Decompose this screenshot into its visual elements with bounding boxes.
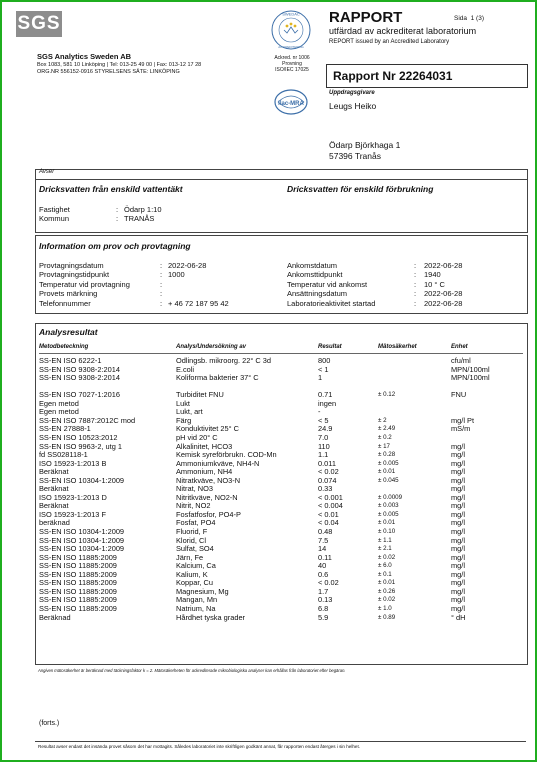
unit-cell: mg/l: [451, 579, 465, 588]
result-cell: 0.074: [318, 476, 337, 485]
unit-cell: mg/l: [451, 485, 465, 494]
unit-cell: mg/l: [451, 587, 465, 596]
result-cell: < 1: [318, 365, 329, 374]
analysis-cell: Kemisk syreförbrukn. COD-Mn: [176, 451, 277, 460]
analysis-cell: Odlingsb. mikroorg. 22° C 3d: [176, 357, 271, 365]
analysis-cell: E.coli: [176, 365, 195, 374]
analysis-cell: Natrium, Na: [176, 604, 216, 613]
method-cell: ISO 15923-1:2013 F: [39, 510, 106, 519]
analysis-cell: Koppar, Cu: [176, 579, 213, 588]
unit-cell: mg/l: [451, 510, 465, 519]
info-left-sep: :: [160, 270, 163, 280]
uncertainty-cell: ± 0.02: [378, 596, 396, 604]
results-title: Analysresultat: [39, 327, 98, 337]
accred-number: Ackred. nr 1006: [274, 55, 310, 61]
unit-cell: mg/l: [451, 536, 465, 545]
table-row: [36, 502, 527, 510]
analysis-cell: Ammoniumkväve, NH4-N: [176, 459, 260, 468]
analysis-cell: Fosfat, PO4: [176, 519, 216, 528]
method-cell: Beräknat: [39, 502, 69, 511]
table-row: [36, 528, 527, 536]
unit-cell: mg/l: [451, 570, 465, 579]
result-cell: 0.6: [318, 570, 329, 579]
info-right-sep: :: [414, 289, 417, 299]
result-cell: < 0.004: [318, 502, 343, 511]
unit-cell: mg/l: [451, 493, 465, 502]
sample-info-rows: [36, 261, 527, 311]
sample-info-title: Information om prov och provtagning: [39, 241, 191, 251]
analysis-cell: Fluorid, F: [176, 528, 208, 536]
avser-field-label: Fastighet: [39, 205, 70, 214]
table-row: [36, 519, 527, 527]
info-right-label: Ankomstdatum: [287, 261, 338, 270]
info-right-value: 2022-06-28: [424, 289, 463, 299]
method-cell: ISO 15923-1:2013 B: [39, 459, 107, 468]
result-cell: 14: [318, 545, 327, 554]
result-cell: -: [318, 408, 321, 417]
result-cell: 1.1: [318, 451, 329, 460]
info-left-label: Telefonnummer: [39, 298, 91, 308]
swedac-ring-text: AC KREDITERING: [278, 45, 304, 49]
table-row: [36, 417, 527, 425]
method-cell: Egen metod: [39, 399, 79, 408]
uncertainty-cell: ± 0.02: [378, 553, 396, 561]
uncertainty-cell: ± 0.10: [378, 528, 396, 535]
method-cell: SS-EN ISO 9308-2:2014: [39, 365, 120, 374]
analysis-cell: Nitrit, NO2: [176, 502, 211, 511]
uncertainty-cell: ± 0.1: [378, 570, 392, 578]
info-right-value: 1940: [424, 270, 441, 280]
uncertainty-cell: ± 2: [378, 416, 387, 424]
result-cell: 1: [318, 374, 323, 383]
uncertainty-cell: ± 2.1: [378, 545, 392, 553]
method-cell: SS-EN ISO 10304-1:2009: [39, 528, 125, 536]
avser-field-sep: :: [116, 214, 119, 223]
results-section: [35, 323, 528, 665]
uncertainty-cell: ± 0.01: [378, 519, 396, 527]
avser-field-value: Ödarp 1:10: [124, 205, 162, 214]
analysis-cell: Ammonium, NH4: [176, 468, 233, 477]
method-cell: SS-EN ISO 11885:2009: [39, 579, 117, 588]
company-name: SGS Analytics Sweden AB: [37, 52, 132, 61]
table-row: [36, 366, 527, 374]
analysis-cell: Nitritkväve, NO2-N: [176, 493, 238, 502]
info-left-value: + 46 72 187 95 42: [168, 298, 229, 308]
method-cell: fd SS028118-1: [39, 451, 88, 460]
method-cell: SS-EN ISO 11885:2009: [39, 604, 117, 613]
method-cell: SS-EN ISO 10304-1:2009: [39, 545, 125, 554]
method-cell: SS-EN ISO 10304-1:2009: [39, 536, 125, 545]
result-cell: 1.7: [318, 587, 329, 596]
uncertainty-cell: ± 0.12: [378, 391, 396, 399]
uncertainty-cell: ± 0.26: [378, 587, 396, 595]
result-cell: < 5: [318, 416, 329, 425]
address-line-1: Box 1083, 581 10 Linköping | Tel: 013-25 49 00 | Fax: 013-12 17 28: [37, 62, 202, 68]
table-row: [36, 391, 527, 399]
info-right-label: Temperatur vid ankomst: [287, 279, 368, 289]
info-left-sep: :: [160, 298, 163, 308]
table-row: [36, 485, 527, 493]
table-row: [36, 460, 527, 468]
method-cell: SS-EN ISO 6222-1: [39, 357, 102, 365]
avser-field-label: Kommun: [39, 214, 70, 223]
result-cell: 0.011: [318, 459, 336, 468]
table-row: [36, 596, 527, 604]
method-cell: SS-EN ISO 11885:2009: [39, 553, 117, 562]
method-cell: beräknad: [39, 519, 70, 528]
analysis-cell: Turbiditet FNU: [176, 391, 224, 400]
table-row: [36, 451, 527, 459]
result-cell: 0.48: [318, 528, 333, 536]
info-right-sep: :: [414, 261, 417, 270]
table-row: [36, 443, 527, 451]
method-cell: Beräknad: [39, 613, 71, 622]
page-value: 1 (3): [470, 15, 485, 22]
unit-cell: cfu/ml: [451, 357, 471, 365]
accreditation-info: [257, 55, 327, 74]
table-row: [36, 468, 527, 476]
analysis-cell: Fosfatfosfor, PO4-P: [176, 510, 241, 519]
method-cell: SS-EN ISO 10523:2012: [39, 433, 118, 442]
result-cell: 0.71: [318, 391, 333, 400]
info-left-sep: :: [160, 261, 163, 270]
unit-cell: mg/l: [451, 604, 465, 613]
avser-left-title: Dricksvatten från enskild vattentäkt: [39, 184, 183, 194]
client-address-line-2: 57396 Tranås: [329, 151, 381, 161]
unit-cell: mg/l: [451, 476, 465, 485]
page-indicator: [454, 15, 484, 22]
table-row: [36, 400, 527, 408]
method-cell: Beräknat: [39, 485, 69, 494]
uncertainty-cell: ± 0.01: [378, 468, 396, 476]
page-label: Sida: [454, 15, 468, 22]
table-row: [36, 425, 527, 433]
analysis-cell: Lukt: [176, 399, 190, 408]
method-cell: SS-EN ISO 9963-2, utg 1: [39, 442, 122, 451]
uncertainty-cell: ± 0.89: [378, 613, 396, 621]
unit-cell: mg/l Pt: [451, 416, 474, 425]
uncertainty-cell: ± 0.005: [378, 459, 399, 467]
analysis-cell: Lukt, art: [176, 408, 203, 417]
analysis-cell: Magnesium, Mg: [176, 587, 229, 596]
table-row: [36, 494, 527, 502]
result-cell: < 0.02: [318, 579, 339, 588]
avser-field-sep: :: [116, 205, 119, 214]
analysis-cell: Sulfat, SO4: [176, 545, 214, 554]
analysis-cell: Konduktivitet 25° C: [176, 425, 239, 434]
method-cell: SS-EN ISO 11885:2009: [39, 587, 117, 596]
avser-right-title: Dricksvatten för enskild förbrukning: [287, 184, 434, 194]
uncertainty-cell: ± 17: [378, 442, 390, 450]
ilac-mra-logo-icon: [270, 86, 312, 122]
uncertainty-cell: ± 0.005: [378, 510, 399, 518]
result-cell: < 0.04: [318, 519, 339, 528]
client-label: Uppdragsgivare: [329, 90, 375, 96]
column-header-method: Metodbeteckning: [39, 344, 89, 350]
unit-cell: FNU: [451, 391, 467, 400]
analysis-cell: Koliforma bakterier 37° C: [176, 374, 259, 383]
unit-cell: mg/l: [451, 562, 465, 571]
analysis-cell: Alkalinitet, HCO3: [176, 442, 233, 451]
address-line-2: ORG.NR 556152-0916 STYRELSENS SÄTE: LINKÖPING: [37, 68, 180, 75]
info-right-label: Ankomsttidpunkt: [287, 270, 343, 280]
info-right-sep: :: [414, 279, 417, 289]
analysis-cell: Klorid, Cl: [176, 536, 206, 545]
sgs-logo: SGS: [16, 11, 62, 37]
result-cell: 0.11: [318, 553, 332, 562]
uncertainty-cell: ± 1.0: [378, 604, 392, 612]
uncertainty-cell: ± 0.003: [378, 502, 399, 510]
info-right-label: Laboratorieaktivitet startad: [287, 298, 376, 308]
column-header-unit: Enhet: [451, 344, 468, 350]
method-cell: SS-EN ISO 11885:2009: [39, 596, 117, 605]
result-cell: 40: [318, 562, 327, 571]
table-row: [36, 579, 527, 587]
results-table: [36, 357, 527, 662]
unit-cell: mg/l: [451, 553, 465, 562]
column-header-analysis: Analys/Undersökning av: [176, 344, 247, 350]
result-cell: 5.9: [318, 613, 329, 622]
unit-cell: mg/l: [451, 451, 465, 460]
info-right-sep: :: [414, 298, 417, 308]
unit-cell: mg/l: [451, 442, 465, 451]
unit-cell: mg/l: [451, 459, 465, 468]
avser-divider: [36, 179, 527, 180]
report-title: RAPPORT: [329, 9, 403, 26]
company-address: [37, 62, 201, 75]
method-cell: SS-EN ISO 7027-1:2016: [39, 391, 120, 400]
table-row: [36, 545, 527, 553]
info-left-label: Provets märkning: [39, 289, 98, 299]
unit-cell: mg/l: [451, 528, 465, 536]
result-cell: 0.33: [318, 485, 333, 494]
table-row: [36, 588, 527, 596]
method-cell: SS-EN ISO 9308-2:2014: [39, 374, 120, 383]
column-header-result: Resultat: [318, 344, 342, 350]
unit-cell: mS/m: [451, 425, 471, 434]
analysis-cell: Nitratkväve, NO3-N: [176, 476, 241, 485]
uncertainty-cell: ± 2.49: [378, 425, 396, 433]
table-row: [36, 511, 527, 519]
result-cell: < 0.001: [318, 493, 343, 502]
info-right-value: 10 ° C: [424, 279, 445, 289]
analysis-cell: Mangan, Mn: [176, 596, 218, 605]
ilac-text: ilac-MRA: [278, 101, 304, 107]
table-row: [36, 477, 527, 485]
uncertainty-cell: ± 6.0: [378, 562, 392, 570]
unit-cell: MPN/100ml: [451, 365, 490, 374]
result-cell: 800: [318, 357, 331, 365]
report-number-box: [326, 64, 528, 88]
table-row: [36, 614, 527, 622]
unit-cell: mg/l: [451, 468, 465, 477]
continued-label: (forts.): [39, 720, 60, 727]
header-rule: [39, 353, 523, 354]
analysis-cell: Kalcium, Ca: [176, 562, 216, 571]
method-cell: Beräknat: [39, 468, 69, 477]
avser-section: [35, 169, 528, 233]
table-row: [36, 562, 527, 570]
table-row: [36, 383, 527, 391]
result-cell: < 0.01: [318, 510, 339, 519]
analysis-cell: Järn, Fe: [176, 553, 204, 562]
info-right-label: Ansättningsdatum: [287, 289, 348, 299]
swedac-seal-icon: [270, 9, 312, 51]
sample-info-section: [35, 235, 528, 314]
report-subtitle-en: REPORT issued by an Accredited Laboratory: [329, 39, 450, 45]
analysis-cell: Färg: [176, 416, 192, 425]
analysis-cell: pH vid 20° C: [176, 433, 218, 442]
result-cell: ingen: [318, 399, 337, 408]
method-cell: Egen metod: [39, 408, 79, 417]
client-address-line-1: Ödarp Björkhaga 1: [329, 140, 401, 150]
report-subtitle: utfärdad av ackrediterat laboratorium: [329, 26, 477, 36]
result-cell: 24.9: [318, 425, 333, 434]
info-right-value: 2022-06-28: [424, 298, 463, 308]
client-name: Leugs Heiko: [329, 101, 377, 111]
uncertainty-footnote: Angiven mätosäkerhet är beräknad med täckningsfaktor k = 2. Mätosäkerheten för ackrediterade mikrobiologiska analyser kan erhållas från laboratoriet efter begäran.: [38, 668, 346, 673]
avser-label: Avser: [39, 169, 55, 175]
uncertainty-cell: ± 0.2: [378, 433, 392, 441]
avser-field-value: TRANÅS: [124, 214, 155, 223]
accred-type: Provning: [282, 61, 302, 68]
method-cell: ISO 15923-1:2013 D: [39, 493, 107, 502]
swedac-text: SWEDAC: [282, 11, 300, 17]
table-row: [36, 357, 527, 365]
result-cell: 6.8: [318, 604, 329, 613]
result-cell: 110: [318, 442, 330, 451]
unit-cell: MPN/100ml: [451, 374, 490, 383]
accred-standard: ISO/IEC 17025: [275, 67, 309, 74]
info-left-label: Temperatur vid provtagning: [39, 279, 130, 289]
method-cell: SS-EN ISO 7887:2012C mod: [39, 416, 136, 425]
info-right-sep: :: [414, 270, 417, 280]
table-row: [36, 434, 527, 442]
result-cell: 7.5: [318, 536, 329, 545]
column-header-uncertainty: Mätosäkerhet: [378, 344, 417, 350]
info-left-value: 2022-06-28: [168, 261, 207, 270]
uncertainty-cell: ± 0.0009: [378, 493, 403, 501]
result-cell: 7.0: [318, 433, 329, 442]
method-cell: SS-EN ISO 11885:2009: [39, 562, 117, 571]
unit-cell: mg/l: [451, 502, 465, 511]
method-cell: SS-EN ISO 10304-1:2009: [39, 476, 125, 485]
uncertainty-cell: ± 1.1: [378, 536, 392, 544]
table-row: [36, 408, 527, 416]
bottom-rule: [35, 741, 526, 742]
info-left-label: Provtagningsdatum: [39, 261, 104, 270]
method-cell: SS-EN 27888-1: [39, 425, 91, 434]
info-left-sep: :: [160, 289, 163, 299]
disclaimer-text: Resultat avser endast det insända provet såsom det har mottagits. Således laboratoriet inte skriftligen godkänt annat, får rapporten endast återges i sin helhet.: [38, 744, 361, 749]
uncertainty-cell: ± 0.01: [378, 579, 396, 587]
analysis-cell: Hårdhet tyska grader: [176, 613, 246, 622]
unit-cell: mg/l: [451, 545, 465, 554]
report-number: Rapport Nr 22264031: [333, 69, 453, 83]
table-row: [36, 571, 527, 579]
uncertainty-cell: ± 0.28: [378, 451, 396, 459]
analysis-cell: Nitrat, NO3: [176, 485, 213, 494]
table-row: [36, 605, 527, 613]
table-row: [36, 554, 527, 562]
result-cell: < 0.02: [318, 468, 339, 477]
info-left-sep: :: [160, 279, 163, 289]
method-cell: SS-EN ISO 11885:2009: [39, 570, 117, 579]
analysis-cell: Kalium, K: [176, 570, 208, 579]
table-row: [36, 537, 527, 545]
info-left-label: Provtagningstidpunkt: [39, 270, 110, 280]
unit-cell: mg/l: [451, 519, 465, 528]
result-cell: 0.13: [318, 596, 333, 605]
table-row: [36, 374, 527, 382]
unit-cell: mg/l: [451, 596, 465, 605]
info-right-value: 2022-06-28: [424, 261, 463, 270]
unit-cell: ° dH: [451, 613, 466, 622]
uncertainty-cell: ± 0.045: [378, 476, 399, 484]
info-left-value: 1000: [168, 270, 185, 280]
